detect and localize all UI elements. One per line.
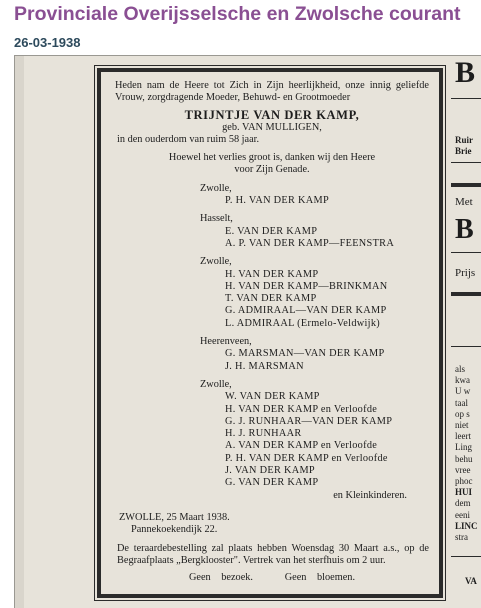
consolation-line-2: voor Zijn Genade. (234, 164, 310, 176)
closing-line: Geen bezoek. Geen bloemen. (188, 572, 356, 584)
column-fragment: HUI (455, 487, 473, 498)
column-fragment: op s (455, 408, 470, 419)
column-fragment: eeni (455, 509, 470, 520)
publication-date: 26-03-1938 (14, 35, 81, 50)
relative-name: A. VAN DER KAMP en Verloofde (225, 440, 378, 452)
relative-name: H. J. RUNHAAR (225, 428, 302, 440)
grandchildren-line: en Kleinkinderen. (333, 489, 407, 501)
age-line: in den ouderdom van ruim 58 jaar. (117, 133, 260, 145)
column-fragment: leert (455, 431, 471, 442)
relative-name: P. H. VAN DER KAMP (225, 195, 330, 207)
left-column-edge (15, 56, 24, 608)
relative-name: T. VAN DER KAMP (225, 293, 317, 305)
adjacent-column (451, 56, 481, 608)
group-place: Zwolle, (200, 256, 232, 268)
column-rule (451, 292, 481, 296)
column-rule (451, 162, 481, 163)
column-fragment: U w (455, 386, 471, 397)
group-place: Heerenveen, (200, 336, 252, 348)
family-group (115, 379, 429, 490)
column-fragment: als (455, 364, 465, 374)
relative-name: W. VAN DER KAMP (225, 391, 320, 403)
column-fragment: behu (455, 453, 473, 464)
relative-name: H. VAN DER KAMP—BRINKMAN (225, 280, 388, 292)
headline-letter: B (455, 56, 476, 89)
column-fragment: Brie (455, 146, 472, 156)
deceased-name: TRIJNTJE VAN DER KAMP, (184, 107, 360, 122)
relative-name: H. VAN DER KAMP (225, 268, 319, 280)
column-fragment: niet (455, 420, 469, 430)
column-fragment: phoc (455, 476, 473, 486)
relative-name: G. J. RUNHAAR—VAN DER KAMP (225, 415, 393, 427)
column-fragment: stra (455, 532, 468, 542)
column-fragment: Ling (455, 442, 472, 453)
column-rule (451, 183, 481, 187)
column-fragment: LINC (455, 520, 478, 531)
relative-name: L. ADMIRAAL (Ermelo-Veldwijk) (225, 317, 381, 329)
family-group (115, 256, 429, 330)
relative-name: P. H. VAN DER KAMP en Verloofde (225, 452, 388, 464)
family-group (115, 213, 429, 250)
column-fragment: VA (465, 576, 477, 586)
relative-name: G. VAN DER KAMP (225, 477, 319, 489)
column-fragment: Ruir (455, 135, 473, 145)
signed-place-date: ZWOLLE, 25 Maart 1938. (119, 511, 230, 523)
funeral-details: De teraardebestelling zal plaats hebben Woensdag 30 Maart a.s., op de Begraafplaats „Bergklooster". Vertrek van het sterfhuis om 2 uur. (117, 542, 429, 566)
column-fragment: Met (455, 196, 473, 208)
death-notice (97, 68, 443, 598)
relative-name: E. VAN DER KAMP (225, 225, 318, 237)
relative-name: A. P. VAN DER KAMP—FEENSTRA (225, 237, 395, 249)
family-group (115, 183, 429, 208)
relative-name: J. H. MARSMAN (225, 360, 304, 372)
group-place: Hasselt, (200, 213, 233, 225)
relative-name: J. VAN DER KAMP (225, 465, 315, 477)
column-rule (451, 252, 481, 253)
column-rule (451, 346, 481, 347)
column-fragment: dem (455, 498, 471, 509)
address-line: Pannekoekendijk 22. (131, 524, 218, 536)
relative-name: G. MARSMAN—VAN DER KAMP (225, 348, 385, 360)
column-rule (451, 556, 481, 557)
headline-letter: B (455, 214, 474, 245)
column-fragment: Prijs (455, 267, 476, 279)
consolation-line-1: Hoewel het verlies groot is, danken wij den Heere (168, 152, 376, 164)
newspaper-title: Provinciale Overijsselsche en Zwolsche courant (14, 3, 461, 25)
newspaper-scan (14, 55, 481, 608)
group-place: Zwolle, (200, 182, 232, 194)
group-place: Zwolle, (200, 378, 232, 390)
relative-name: G. ADMIRAAL—VAN DER KAMP (225, 305, 387, 317)
maiden-name: geb. VAN MULLIGEN, (222, 121, 322, 133)
relative-name: H. VAN DER KAMP en Verloofde (225, 403, 378, 415)
column-fragment: taal (455, 397, 468, 408)
family-group (115, 336, 429, 373)
column-rule (451, 98, 481, 99)
notice-intro: Heden nam de Heere tot Zich in Zijn heerlijkheid, onze innig geliefde Vrouw, zorgdragende Moeder, Behuwd- en Grootmoeder (115, 80, 429, 104)
column-fragment: kwa (455, 375, 470, 386)
column-fragment: vree (455, 464, 471, 475)
